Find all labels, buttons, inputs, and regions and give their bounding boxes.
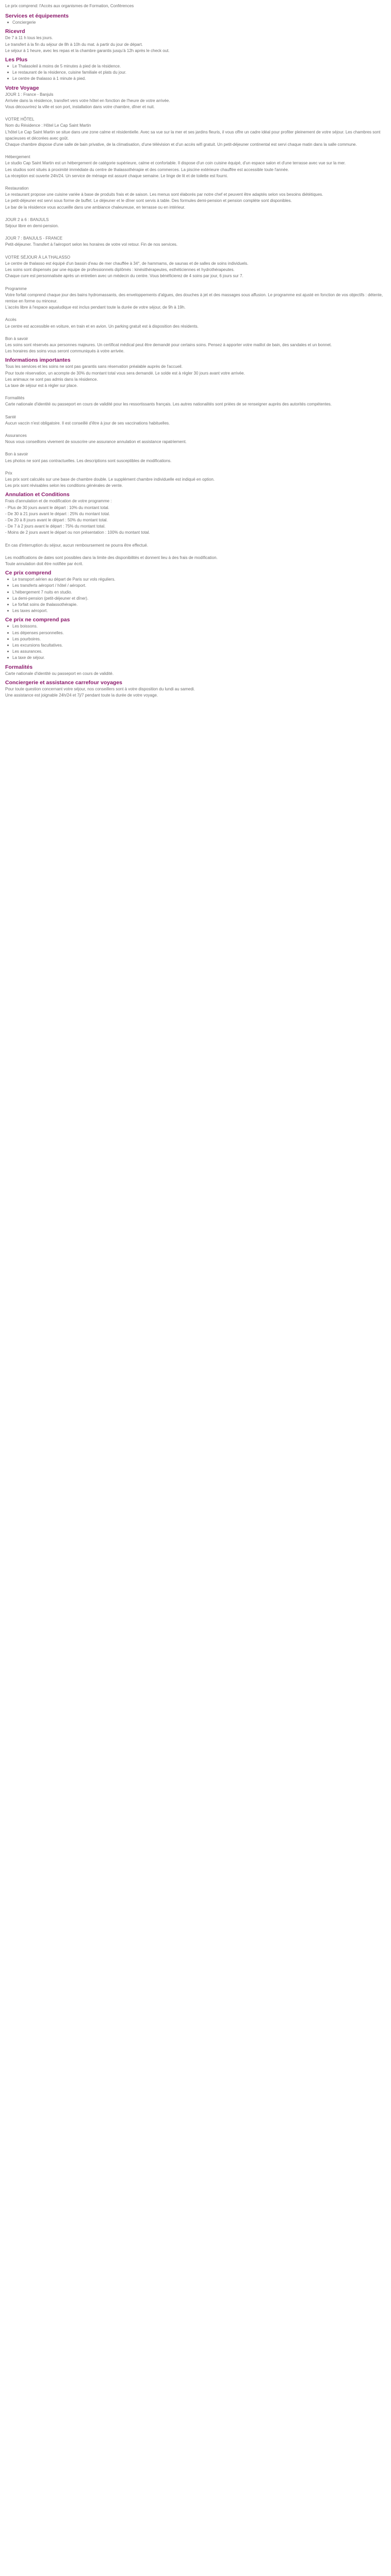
section-heading: Ce prix ne comprend pas	[5, 617, 70, 623]
section-heading: Votre Voyage	[5, 84, 39, 91]
paragraph-gap	[5, 248, 386, 255]
section-paragraph: - De 7 à 2 jours avant le départ : 75% du montant total.	[5, 524, 106, 529]
section-paragraph: Restauration	[5, 186, 29, 191]
section-paragraph: Chaque chambre dispose d'une salle de bain privative, de la climatisation, d'une télévision et d'un accès wifi gratuit. Un petit-déjeuner continental est servi chaque matin dans la salle commune.	[5, 142, 357, 147]
section-paragraph: Les animaux ne sont pas admis dans la résidence.	[5, 377, 98, 382]
section-paragraph: JOUR 7 : BANJULS - FRANCE	[5, 236, 63, 241]
section-paragraph: Le petit-déjeuner est servi sous forme de buffet. Le déjeuner et le dîner sont servis à table. Des formules demi-pension et pension complète sont disponibles.	[5, 198, 292, 204]
section-paragraph: Les studios sont situés à proximité immédiate du centre de thalassothérapie et des commerces. La piscine extérieure chauffée est accessible toute l'année.	[5, 167, 289, 172]
section-paragraph: Bon à savoir	[5, 336, 28, 341]
section-paragraph: Les modifications de dates sont possibles dans la limite des disponibilités et donnent lieu à des frais de modification.	[5, 555, 218, 560]
section-paragraph: Nous vous conseillons vivement de souscrire une assurance annulation et assistance rapatriement.	[5, 439, 187, 445]
section-heading: Informations importantes	[5, 357, 71, 364]
section-9	[5, 679, 386, 699]
section-paragraph: Arrivée dans la résidence, transfert vers votre hôtel en fonction de l'heure de votre arrivée.	[5, 98, 170, 103]
section-paragraph: Toute annulation doit être notifiée par écrit.	[5, 562, 84, 566]
section-paragraph: Les prix sont révisables selon les conditions générales de vente.	[5, 483, 123, 488]
list-item: L'hébergement 7 nuits en studio.	[5, 589, 386, 596]
section-paragraph: JOUR 1 : France - Banjuls	[5, 92, 54, 97]
section-heading: Ce prix comprend	[5, 570, 52, 577]
section-heading: Formalités	[5, 664, 33, 670]
list-item: Le centre de thalasso à 1 minute à pied.	[5, 76, 386, 82]
section-paragraph: L'accès libre à l'espace aqualudique est inclus pendant toute la durée de votre séjour, de 9h à 19h.	[5, 305, 186, 310]
section-paragraph: Santé	[5, 414, 16, 419]
section-heading: Les Plus	[5, 57, 28, 63]
list-item: Les excursions facultatives.	[5, 642, 386, 649]
paragraph-gap	[5, 536, 386, 543]
paragraph-gap	[5, 330, 386, 336]
section-heading: Ricevrd	[5, 28, 25, 35]
section-paragraph: De 7 à 11 h tous les jours.	[5, 36, 53, 41]
section-paragraph: Prix	[5, 470, 12, 476]
section-paragraph: JOUR 2 à 6 : BANJULS	[5, 217, 49, 222]
paragraph-gap	[5, 427, 386, 433]
section-6	[5, 569, 386, 614]
paragraph-gap	[5, 389, 386, 395]
paragraph-gap	[5, 148, 386, 154]
section-paragraph: Pour toute réservation, un acompte de 30% du montant total vous sera demandé. Le solde est à régler 30 jours avant votre arrivée.	[5, 370, 245, 376]
list-item: La demi-pension (petit-déjeuner et dîner).	[5, 596, 386, 602]
paragraph-gap	[5, 464, 386, 470]
section-paragraph: - Plus de 30 jours avant le départ : 10% du montant total.	[5, 505, 109, 510]
section-paragraph: Carte nationale d'identité ou passeport en cours de validité.	[5, 671, 114, 676]
paragraph-gap	[5, 408, 386, 414]
section-paragraph: Aucun vaccin n'est obligatoire. Il est conseillé d'être à jour de ses vaccinations habituelles.	[5, 420, 170, 426]
section-heading: Annulation et Conditions	[5, 492, 70, 498]
section-paragraph: Assurances	[5, 433, 27, 438]
section-paragraph: Une assistance est joignable 24h/24 et 7j/7 pendant toute la durée de votre voyage.	[5, 693, 158, 698]
section-paragraph: Frais d'annulation et de modification de votre programme :	[5, 499, 112, 504]
paragraph-gap	[5, 549, 386, 555]
list-item: Les transferts aéroport / hôtel / aéroport.	[5, 583, 386, 589]
section-paragraph: Le bar de la résidence vous accueille dans une ambiance chaleureuse, en terrasse ou en intérieur.	[5, 205, 186, 210]
bullet-list	[5, 577, 386, 614]
section-1	[5, 28, 386, 54]
paragraph-gap	[5, 179, 386, 185]
section-paragraph: - Moins de 2 jours avant le départ ou non présentation : 100% du montant total.	[5, 530, 150, 535]
section-paragraph: L'hôtel Le Cap Saint Martin se situe dans une zone calme et résidentielle. Avec sa vue sur la mer et ses jardins fleuris, il vous offre un cadre idéal pour profiter pleinement de votre séjour. Les chambres sont spacieuses et décorées avec goût.	[5, 129, 381, 141]
section-paragraph: Le séjour à 1 heure, avec les repas et la chambre garantis jusqu'à 12h après le check out.	[5, 48, 170, 53]
section-paragraph: Séjour libre en demi-pension.	[5, 224, 59, 229]
bullet-list	[5, 20, 386, 26]
section-paragraph: Les photos ne sont pas contractuelles. Les descriptions sont susceptibles de modifications.	[5, 458, 172, 463]
page	[0, 0, 391, 699]
section-paragraph: Votre forfait comprend chaque jour des bains hydromassants, des enveloppements d'algues, des douches à jet et des massages sous affusion. Le programme est ajusté en fonction de vos objectifs : détente, remise en forme ou minceur.	[5, 292, 383, 303]
section-paragraph: VOTRE SÉJOUR À LA THALASSO	[5, 255, 71, 260]
section-paragraph: Petit-déjeuner. Transfert à l'aéroport selon les horaires de votre vol retour. Fin de nos services.	[5, 242, 178, 247]
list-item: Les assurances.	[5, 649, 386, 655]
section-paragraph: Tous les services et les soins ne sont pas garantis sans réservation préalable auprès de l'accueil.	[5, 364, 183, 369]
section-paragraph: Le restaurant propose une cuisine variée à base de produits frais et de saison. Les menus sont élaborés par notre chef et peuvent être adaptés selon vos besoins diététiques.	[5, 192, 323, 197]
section-paragraph: Le centre de thalasso est équipé d'un bassin d'eau de mer chauffée à 34°, de hammams, de saunas et de salles de soins individuels.	[5, 261, 249, 266]
section-paragraph: Le studio Cap Saint Martin est un hébergement de catégorie supérieure, calme et confortable. Il dispose d'un coin cuisine équipé, d'un espace salon et d'une terrasse avec vue sur la mer.	[5, 161, 346, 166]
section-paragraph: Bon à savoir	[5, 452, 28, 457]
section-paragraph: Programme	[5, 286, 27, 291]
paragraph-gap	[5, 280, 386, 286]
section-paragraph: Les soins sont réservés aux personnes majeures. Un certificat médical peut être demandé pour certains soins. Pensez à apporter votre maillot de bain, des sandales et un bonnet.	[5, 342, 332, 347]
paragraph-gap	[5, 445, 386, 451]
list-item: Les boissons.	[5, 623, 386, 630]
section-paragraph: VOTRE HÔTEL	[5, 117, 35, 122]
bullet-list	[5, 623, 386, 661]
section-paragraph: - De 30 à 21 jours avant le départ : 25% du montant total.	[5, 511, 110, 516]
bullet-list	[5, 63, 386, 82]
section-paragraph: Le transfert à la fin du séjour de 8h à 10h du mat. à partir du jour de départ.	[5, 42, 143, 47]
section-paragraph: La taxe de séjour est à régler sur place.	[5, 383, 78, 388]
section-paragraph: Carte nationale d'identité ou passeport en cours de validité pour les ressortissants français. Les autres nationalités sont priées de se renseigner auprès des autorités compétentes.	[5, 402, 332, 407]
section-3	[5, 84, 386, 355]
section-paragraph: - De 20 à 8 jours avant le départ : 50% du montant total.	[5, 517, 108, 522]
section-paragraph: Vous découvrirez la ville et son port, installation dans votre chambre, dîner et nuit.	[5, 105, 155, 110]
paragraph-gap	[5, 211, 386, 217]
list-item: Les dépenses personnelles.	[5, 630, 386, 636]
list-item: Les pourboires.	[5, 636, 386, 642]
section-5	[5, 491, 386, 567]
list-item: Conciergerie	[5, 20, 386, 26]
section-paragraph: Les horaires des soins vous seront communiqués à votre arrivée.	[5, 349, 125, 354]
section-paragraph: Formalités	[5, 396, 25, 401]
list-item: Le Thalasoleil à moins de 5 minutes à pied de la résidence.	[5, 63, 386, 70]
list-item: Le restaurant de la résidence, cuisine familiale et plats du jour.	[5, 70, 386, 76]
section-paragraph: Les prix sont calculés sur une base de chambre double. Le supplément chambre individuelle est indiqué en option.	[5, 477, 215, 482]
section-4	[5, 357, 386, 489]
paragraph-gap	[5, 229, 386, 235]
section-paragraph: Le centre est accessible en voiture, en train et en avion. Un parking gratuit est à disposition des résidents.	[5, 324, 199, 329]
section-heading: Conciergerie et assistance carrefour voyages	[5, 679, 123, 686]
section-paragraph: Hébergement	[5, 155, 30, 160]
section-heading: Services et équipements	[5, 13, 69, 20]
intro-text: Le prix comprend: l'Accès aux organismes de Formation, Conférences	[5, 4, 134, 8]
section-0	[5, 12, 386, 26]
list-item: Le transport aérien au départ de Paris sur vols réguliers.	[5, 577, 386, 583]
section-paragraph: Accès	[5, 317, 17, 323]
section-8	[5, 664, 386, 677]
section-2	[5, 56, 386, 82]
section-paragraph: La réception est ouverte 24h/24. Un service de ménage est assuré chaque semaine. Le linge de lit et de toilette est fourni.	[5, 173, 228, 178]
section-paragraph: En cas d'interruption du séjour, aucun remboursement ne pourra être effectué.	[5, 543, 149, 548]
paragraph-gap	[5, 110, 386, 116]
section-paragraph: Pour toute question concernant votre séjour, nos conseillers sont à votre disposition du lundi au samedi.	[5, 686, 195, 691]
list-item: Les taxes aéroport.	[5, 608, 386, 614]
list-item: Le forfait soins de thalassothérapie.	[5, 602, 386, 608]
sections-container	[5, 12, 386, 699]
section-paragraph: Les soins sont dispensés par une équipe de professionnels diplômés : kinésithérapeutes, esthéticiennes et hydrothérapeutes.	[5, 267, 235, 273]
paragraph-gap	[5, 311, 386, 317]
list-item: La taxe de séjour.	[5, 655, 386, 661]
section-7	[5, 616, 386, 661]
section-paragraph: Nom du Résidence : Hôtel Le Cap Saint Martin	[5, 123, 91, 128]
section-paragraph: Chaque cure est personnalisée après un entretien avec un médecin du centre. Vous bénéficierez de 4 soins par jour, 6 jours sur 7.	[5, 274, 243, 279]
